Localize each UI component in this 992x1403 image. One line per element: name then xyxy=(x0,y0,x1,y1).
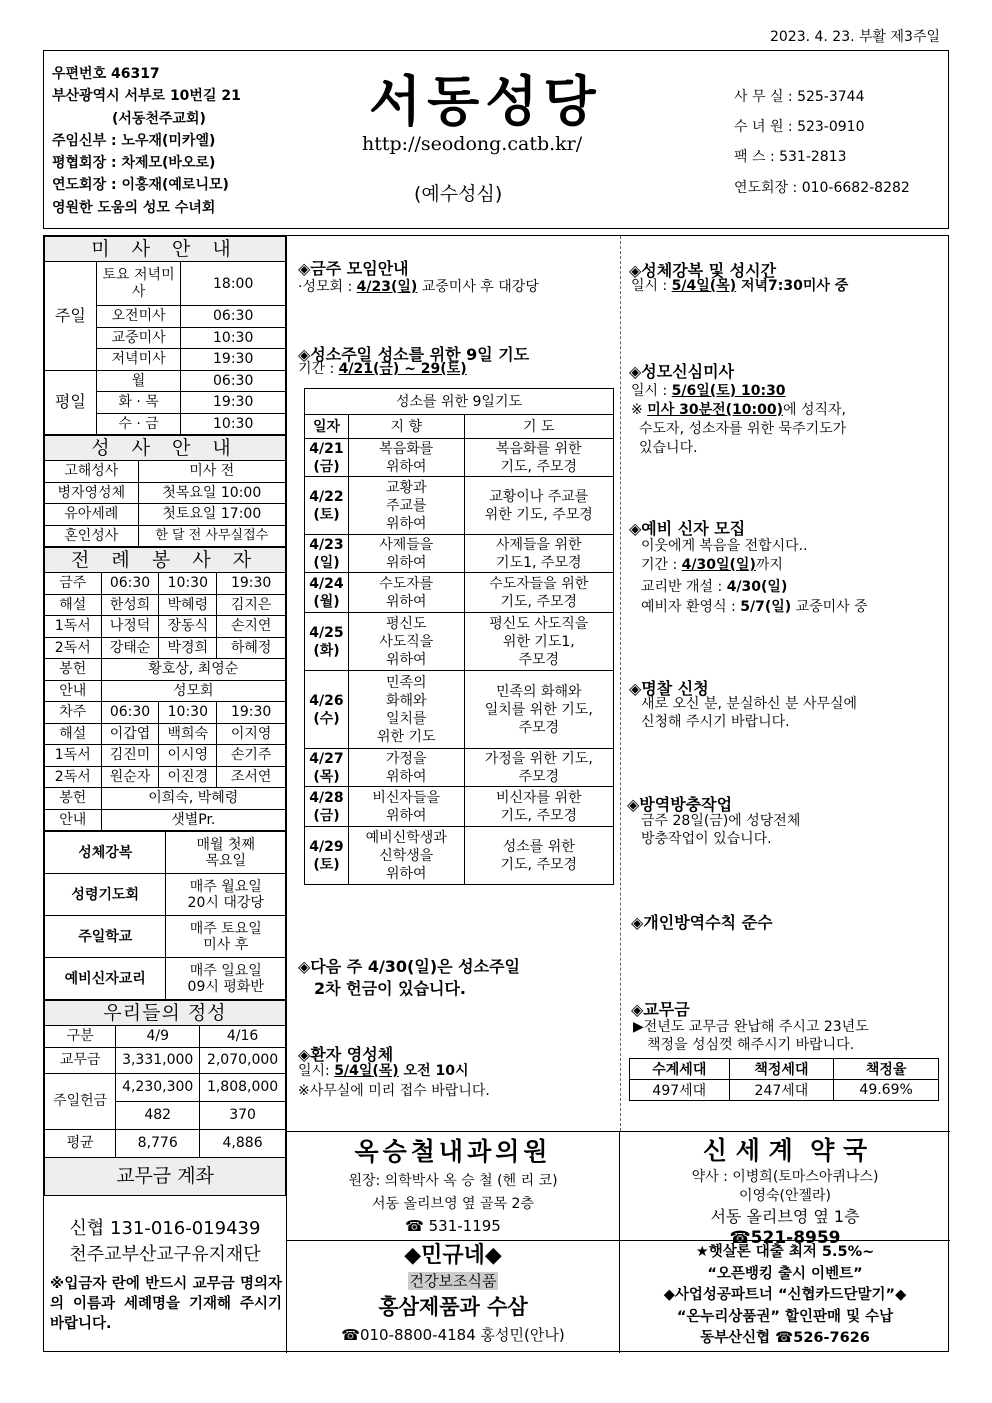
bulletin-body xyxy=(43,235,949,1352)
server-cell: 해설 xyxy=(45,594,102,616)
novena-date: 4/25 (화) xyxy=(305,613,349,671)
sick-date: 5/4일(목) xyxy=(334,1063,399,1079)
novena-intention: 가정을 위하여 xyxy=(348,749,464,787)
contact-numbers xyxy=(734,82,910,203)
server-cell: 06:30 xyxy=(101,573,159,595)
server-cell: 해설 xyxy=(45,723,102,745)
server-cell: 한성희 xyxy=(101,594,159,616)
fee-value: 49.69% xyxy=(834,1080,939,1101)
offering-cell: 4/16 xyxy=(200,1026,286,1048)
meeting-text xyxy=(298,278,539,297)
fee-table xyxy=(629,1058,939,1101)
mass-name: 저녁미사 xyxy=(96,349,181,371)
mass-time: 19:30 xyxy=(181,392,286,414)
novena-intention: 비신자들을 위하여 xyxy=(348,787,464,827)
servers-table xyxy=(44,547,286,831)
disinfect-2: 방충작업이 있습니다. xyxy=(641,831,772,847)
roster-2: 신청해 주시기 바랍니다. xyxy=(641,714,790,730)
server-cell: 10:30 xyxy=(159,702,217,724)
bulletin-header xyxy=(43,50,949,229)
fee-title: ◈교무금 xyxy=(631,1000,690,1019)
postal-code: 우편번호 46317 xyxy=(52,66,160,82)
server-cell: 19:30 xyxy=(217,573,286,595)
server-cell: 조서연 xyxy=(217,766,286,788)
recruit-4 xyxy=(641,598,868,617)
group-time: 매주 일요일 xyxy=(189,962,262,979)
server-cell: 19:30 xyxy=(217,702,286,724)
office-phone: 사 무 실 : 525-3744 xyxy=(734,89,865,105)
account-info xyxy=(44,1216,286,1268)
novena-date: 4/26 (수) xyxy=(305,671,349,749)
novena-table-title: 성소를 위한 9일기도 xyxy=(305,389,614,415)
group-time: 매주 월요일 xyxy=(189,878,262,895)
recruit4-date: 5/7(일) xyxy=(740,599,792,615)
novena-row xyxy=(305,477,614,535)
bulletin-date: 2023. 4. 23. 부활 제3주일 xyxy=(769,29,940,45)
fee-head: 책정율 xyxy=(834,1059,939,1080)
mass-time: 06:30 xyxy=(181,370,286,392)
mass-name: 토요 저녁미사 xyxy=(96,262,181,306)
server-cell: 1독서 xyxy=(45,616,102,638)
recruit-3 xyxy=(641,578,787,597)
pharmacy-ad xyxy=(621,1134,949,1248)
credit-union-ad xyxy=(621,1242,949,1350)
mass-name: 교중미사 xyxy=(96,327,181,349)
novena-row xyxy=(305,827,614,885)
weekday-label: 평일 xyxy=(45,370,97,435)
meeting-title: ◈금주 모임안내 xyxy=(298,259,409,278)
bank-line-3: ◆사업성공파트너 “신협카드단말기”◆ xyxy=(663,1287,907,1303)
novena-date: 4/27 (목) xyxy=(305,749,349,787)
recruit2-a: 기간 : xyxy=(641,557,682,573)
parish-title: 서동성당 xyxy=(369,70,602,133)
novena-body xyxy=(305,439,614,885)
mass-name: 오전미사 xyxy=(96,306,181,328)
novena-date: 4/24 (월) xyxy=(305,573,349,613)
mass-schedule-table xyxy=(44,236,286,435)
parish-info xyxy=(52,63,241,219)
server-cell: 1독서 xyxy=(45,745,102,767)
server-cell: 금주 xyxy=(45,573,102,595)
fax-number: 팩 스 : 531-2813 xyxy=(734,149,847,166)
recruit2-c: 까지 xyxy=(755,557,783,573)
shop-items: 홍삼제품과 수삼 xyxy=(378,1295,528,1319)
roster-1: 새로 오신 분, 분실하신 분 사무실에 xyxy=(641,696,858,712)
recruit2-date: 4/30일(일) xyxy=(681,557,756,573)
pharmacy-name: 신 세 계 약 국 xyxy=(702,1136,868,1165)
novena-intention: 수도자를 위하여 xyxy=(348,573,464,613)
server-cell: 안내 xyxy=(45,809,102,831)
shop-subtitle: 건강보조식품 xyxy=(409,1272,497,1290)
roster-title: ◈명찰 신청 xyxy=(629,679,709,698)
group-time: 목요일 xyxy=(205,852,247,869)
ad-divider xyxy=(286,1131,950,1132)
novena-prayer: 민족의 화해와 일치를 위한 기도, 주모경 xyxy=(464,671,613,749)
shop-phone: ☎010-8800-4184 홍성민(안나) xyxy=(341,1326,565,1344)
offering-cell: 4/9 xyxy=(116,1026,200,1048)
sacrament-value: 한 달 전 사무실접수 xyxy=(138,525,285,547)
clinic-owner: 원장: 의학박사 옥 승 철 (헨 리 코) xyxy=(348,1173,558,1189)
offering-cell: 3,331,000 xyxy=(116,1047,200,1073)
group-time: 매주 토요일 xyxy=(189,920,262,937)
novena-row xyxy=(305,671,614,749)
server-cell: 원순자 xyxy=(101,766,159,788)
novena-intention: 복음화를 위하여 xyxy=(348,439,464,477)
bless-date: 5/4일(목) xyxy=(671,278,737,294)
sunday-label: 주일 xyxy=(45,262,97,371)
novena-row xyxy=(305,535,614,573)
account-number: 신협 131-016-019439 xyxy=(69,1218,261,1239)
server-cell: 이희숙, 박혜령 xyxy=(101,788,285,810)
fee-head: 책정세대 xyxy=(729,1059,834,1080)
council-chair: 평협회장 : 차제모(바오로) xyxy=(52,155,216,172)
novena-head: 지 향 xyxy=(348,415,464,439)
mary-a: 일시 : xyxy=(631,383,672,399)
sacrament-name: 유아세례 xyxy=(45,504,139,526)
mary-date: 5/6일(토) 10:30 xyxy=(671,383,786,399)
sacrament-table xyxy=(44,435,286,547)
offering-cell: 4,886 xyxy=(200,1129,286,1157)
server-cell: 안내 xyxy=(45,680,102,702)
bank-line-2: “오픈뱅킹 출시 이벤트” xyxy=(707,1265,863,1282)
novena-prayer: 교황이나 주교를 위한 기도, 주모경 xyxy=(464,477,613,535)
offering-cell: 구분 xyxy=(45,1026,116,1048)
ad-column-divider xyxy=(619,1131,620,1353)
server-cell: 손지연 xyxy=(217,616,286,638)
novena-head: 일자 xyxy=(305,415,349,439)
health-shop-ad xyxy=(287,1241,619,1347)
novena-prayer: 복음화를 위한 기도, 주모경 xyxy=(464,439,613,477)
offering-cell: 평균 xyxy=(45,1129,116,1157)
novena-intention: 민족의 화해와 일치를 위한 기도 xyxy=(348,671,464,749)
server-cell: 2독서 xyxy=(45,766,102,788)
novena-prayer: 성소를 위한 기도, 주모경 xyxy=(464,827,613,885)
recruit-2 xyxy=(641,556,783,575)
novena-period xyxy=(298,360,467,379)
pastor: 주임신부 : 노우재(미카엘) xyxy=(52,132,216,149)
offering-cell: 1,808,000 xyxy=(200,1073,286,1101)
clinic-location: 서동 올리브영 옆 골목 2층 xyxy=(372,1196,534,1212)
address-line-1: 부산광역시 서부로 10번길 21 xyxy=(52,88,241,105)
server-cell: 김지은 xyxy=(217,594,286,616)
mary-note-2: 수도자, 성소자를 위한 묵주기도가 xyxy=(639,421,847,437)
recruit3-date: 4/30(일) xyxy=(726,579,788,595)
group-name: 성체강복 xyxy=(45,832,166,874)
novena-table xyxy=(304,388,614,885)
novena-head: 기 도 xyxy=(464,415,613,439)
novena-row xyxy=(305,787,614,827)
account-title: 교무금 계좌 xyxy=(45,1157,286,1195)
shop-name: ◆민규네◆ xyxy=(404,1243,502,1268)
server-cell: 이갑엽 xyxy=(101,723,159,745)
mary-title: ◈성모신심미사 xyxy=(629,362,735,381)
fee-value: 497세대 xyxy=(630,1080,730,1101)
sacrament-name: 혼인성사 xyxy=(45,525,139,547)
offering-cell: 4,230,300 xyxy=(116,1073,200,1101)
pharmacy-owner-2: 이영숙(안젤라) xyxy=(738,1188,832,1204)
server-cell: 이시영 xyxy=(159,745,217,767)
server-cell: 06:30 xyxy=(101,702,159,724)
novena-prayer: 가정을 위한 기도, 주모경 xyxy=(464,749,613,787)
pharmacy-phone: ☎521-8959 xyxy=(729,1228,841,1248)
novena-period-dates: 4/21(금) ~ 29(토) xyxy=(338,361,467,377)
account-note: ※입금자 란에 반드시 교무금 명의자의 이름과 세례명을 기재해 주시기 바랍니다. xyxy=(50,1276,282,1332)
sacrament-name: 병자영성체 xyxy=(45,482,139,504)
pharmacy-owner-1: 약사 : 이병희(토마스아퀴나스) xyxy=(691,1169,879,1185)
meeting-date: 4/23(일) xyxy=(356,279,418,295)
novena-prayer: 수도자들을 위한 기도, 주모경 xyxy=(464,573,613,613)
mass-time: 10:30 xyxy=(181,327,286,349)
group-time: 미사 후 xyxy=(203,936,249,953)
server-cell: 박혜령 xyxy=(159,594,217,616)
sick-hour: 오전 10시 xyxy=(398,1063,469,1079)
group-schedule-table xyxy=(44,831,286,1000)
novena-intention: 사제들을 위하여 xyxy=(348,535,464,573)
left-column xyxy=(44,236,286,1332)
novena-title: ◈성소주일 성소를 위한 9일 기도 xyxy=(298,345,530,364)
sacrament-value: 미사 전 xyxy=(138,461,285,483)
bank-line-5: 동부산신협 ☎526-7626 xyxy=(700,1330,870,1346)
offering-cell: 482 xyxy=(116,1101,200,1129)
novena-intention: 예비신학생과 신학생을 위하여 xyxy=(348,827,464,885)
sick-note: ※사무실에 미리 접수 바랍니다. xyxy=(298,1083,490,1099)
server-cell: 장동식 xyxy=(159,616,217,638)
disinfect-1: 금주 28일(금)에 성당전체 xyxy=(641,813,801,829)
vocation-notice-1: ◈다음 주 4/30(일)은 성소주일 xyxy=(298,957,520,976)
group-name: 성령기도회 xyxy=(45,874,166,916)
parish-motto: (예수성심) xyxy=(414,183,503,205)
novena-period-a: 기간 : xyxy=(298,361,339,377)
server-cell: 강태순 xyxy=(101,637,159,659)
mass-time: 18:00 xyxy=(181,262,286,306)
address-line-2: (서동천주교회) xyxy=(112,110,206,127)
offering-cell: 주일헌금 xyxy=(45,1073,116,1129)
offering-title: 우리들의 정성 xyxy=(45,1001,286,1026)
offering-cell: 8,776 xyxy=(116,1129,200,1157)
offering-cell: 370 xyxy=(200,1101,286,1129)
mass-time: 19:30 xyxy=(181,349,286,371)
server-cell: 김진미 xyxy=(101,745,159,767)
mass-name: 화 · 목 xyxy=(96,392,181,414)
sacrament-value: 첫토요일 17:00 xyxy=(138,504,285,526)
column-divider xyxy=(620,236,621,1131)
clinic-phone: ☎ 531-1195 xyxy=(405,1217,501,1235)
servers-title: 전 례 봉 사 자 xyxy=(45,548,286,573)
sacrament-title: 성 사 안 내 xyxy=(45,436,286,461)
server-cell: 차주 xyxy=(45,702,102,724)
group-time: 매월 첫째 xyxy=(196,836,256,853)
clinic-name: 옥승철내과의원 xyxy=(354,1137,552,1166)
sick-a: 일시: xyxy=(298,1063,335,1079)
mass-title: 미 사 안 내 xyxy=(45,237,286,262)
novena-row xyxy=(305,749,614,787)
sick-time xyxy=(298,1062,468,1081)
recruit-1: 이웃에게 복음을 전합시다.. xyxy=(641,538,808,554)
novena-row xyxy=(305,439,614,477)
novena-intention: 교황과 주교를 위하여 xyxy=(348,477,464,535)
pharmacy-location: 서동 올리브영 옆 1층 xyxy=(710,1207,860,1226)
novena-date: 4/28 (금) xyxy=(305,787,349,827)
group-time: 20시 대강당 xyxy=(187,894,264,911)
fee-1: ▶전년도 교무금 완납해 주시고 23년도 xyxy=(633,1019,869,1035)
server-cell: 나정덕 xyxy=(101,616,159,638)
server-cell: 하혜정 xyxy=(217,637,286,659)
mass-name: 월 xyxy=(96,370,181,392)
server-cell: 백희숙 xyxy=(159,723,217,745)
mass-time: 10:30 xyxy=(181,413,286,435)
server-cell: 손기주 xyxy=(217,745,286,767)
sacrament-value: 첫목요일 10:00 xyxy=(138,482,285,504)
mary-note-c: 에 성직자, xyxy=(783,402,847,418)
convent-phone: 수 녀 원 : 523-0910 xyxy=(734,119,865,136)
server-cell: 황호상, 최영순 xyxy=(101,659,285,681)
offering-table xyxy=(44,1000,286,1196)
recruit3-a: 교리반 개설 : xyxy=(641,579,727,595)
novena-date: 4/22 (토) xyxy=(305,477,349,535)
parish-url[interactable]: http://seodong.catb.kr/ xyxy=(362,133,583,155)
bank-line-4: “온누리상품권” 할인판매 및 수납 xyxy=(676,1308,894,1325)
novena-date: 4/29 (토) xyxy=(305,827,349,885)
bless-c: 저녁7:30미사 중 xyxy=(736,278,849,294)
bless-title: ◈성체강복 및 성시간 xyxy=(629,261,777,280)
group-name: 예비신자교리 xyxy=(45,958,166,1000)
recruit4-a: 예비자 환영식 : xyxy=(641,599,741,615)
novena-prayer: 사제들을 위한 기도1, 주모경 xyxy=(464,535,613,573)
server-cell: 10:30 xyxy=(159,573,217,595)
server-cell: 성모회 xyxy=(101,680,285,702)
server-cell: 봉헌 xyxy=(45,788,102,810)
novena-date: 4/23 (일) xyxy=(305,535,349,573)
server-cell: 이지영 xyxy=(217,723,286,745)
mass-name: 수 · 금 xyxy=(96,413,181,435)
group-time: 09시 평화반 xyxy=(187,978,264,995)
assoc-phone: 연도회장 : 010-6682-8282 xyxy=(734,179,910,196)
bless-time xyxy=(631,277,848,296)
mass-time: 06:30 xyxy=(181,306,286,328)
sacrament-name: 고해성사 xyxy=(45,461,139,483)
server-cell: 박경희 xyxy=(159,637,217,659)
fee-2: 책정을 성심껏 해주시기 바랍니다. xyxy=(647,1037,855,1053)
vocation-notice-2: 2차 헌금이 있습니다. xyxy=(314,979,466,998)
fee-value: 247세대 xyxy=(729,1080,834,1101)
fee-head: 수계세대 xyxy=(630,1059,730,1080)
assoc-chair: 연도회장 : 이홍재(예로니모) xyxy=(52,177,229,194)
mary-note-a: ※ xyxy=(631,402,648,418)
server-cell: 이진경 xyxy=(159,766,217,788)
mary-time xyxy=(631,382,786,401)
account-owner: 천주교부산교구유지재단 xyxy=(69,1244,261,1265)
mary-note-b: 미사 30분전(10:00) xyxy=(647,402,784,418)
novena-intention: 평신도 사도직을 위하여 xyxy=(348,613,464,671)
disinfect-title: ◈방역방충작업 xyxy=(627,795,733,814)
offering-cell: 교무금 xyxy=(45,1047,116,1073)
offering-cell: 2,070,000 xyxy=(200,1047,286,1073)
bank-line-1: ★햇살론 대출 최저 5.5%~ xyxy=(695,1244,875,1260)
novena-row xyxy=(305,613,614,671)
sick-title: ◈환자 영성체 xyxy=(298,1045,394,1064)
meeting-text-c: 교중미사 후 대강당 xyxy=(417,279,539,295)
novena-date: 4/21 (금) xyxy=(305,439,349,477)
recruit-title: ◈예비 신자 모집 xyxy=(629,519,746,538)
novena-row xyxy=(305,573,614,613)
recruit4-c: 교중미사 중 xyxy=(791,599,868,615)
server-cell: 봉헌 xyxy=(45,659,102,681)
novena-prayer: 평신도 사도직을 위한 기도1, 주모경 xyxy=(464,613,613,671)
personal-title: ◈개인방역수칙 준수 xyxy=(631,913,773,932)
sisters: 영원한 도움의 성모 수녀회 xyxy=(52,199,216,216)
meeting-text-a: ·성모회 : xyxy=(298,279,357,295)
mary-note-3: 있습니다. xyxy=(639,440,698,456)
clinic-ad xyxy=(287,1134,619,1237)
server-cell: 2독서 xyxy=(45,637,102,659)
mary-note-1 xyxy=(631,401,846,420)
server-cell: 샛별Pr. xyxy=(101,809,285,831)
bless-a: 일시 : xyxy=(631,278,672,294)
group-name: 주일학교 xyxy=(45,916,166,958)
novena-prayer: 비신자를 위한 기도, 주모경 xyxy=(464,787,613,827)
